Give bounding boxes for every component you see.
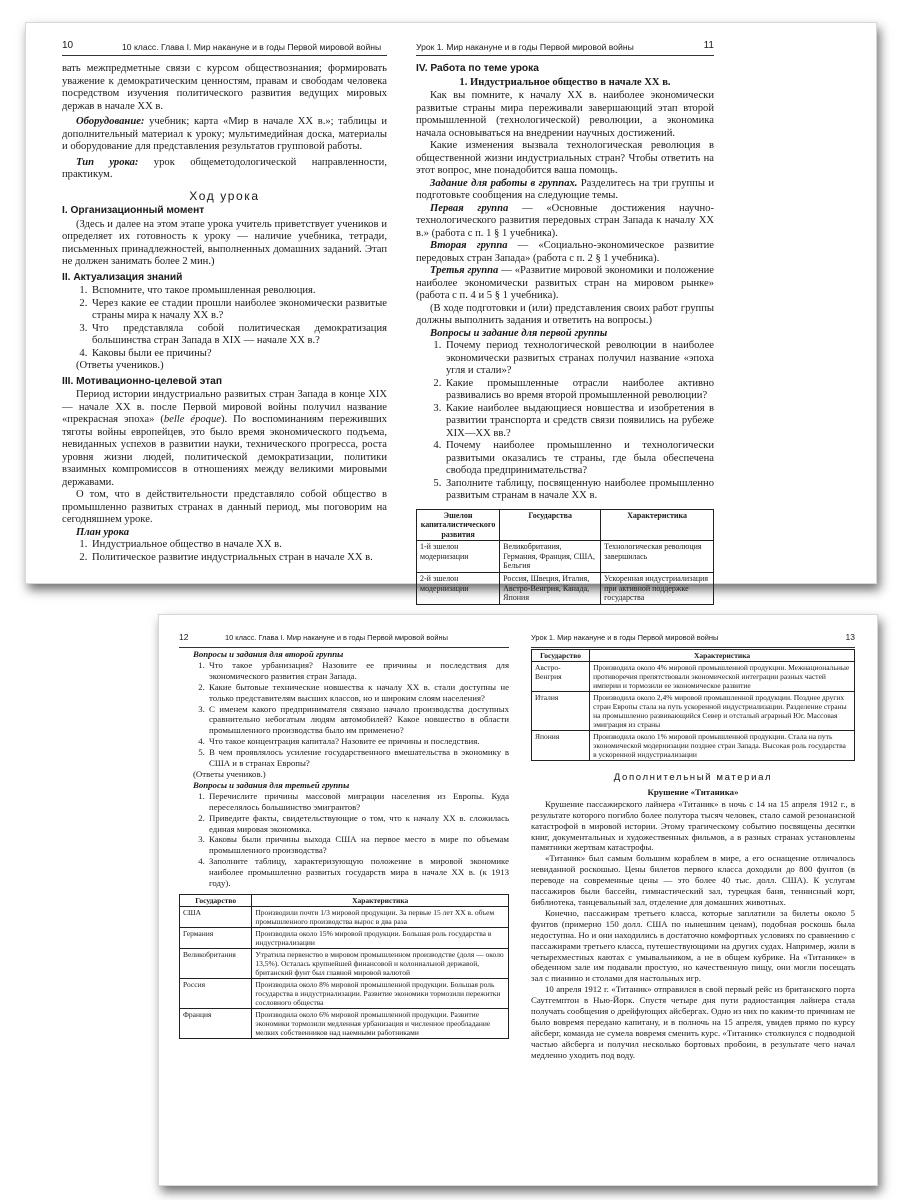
table-header-row xyxy=(417,509,714,541)
list-item: 1. Что такое урбанизация? Назовите ее причины и последствия для экономического развития стран Запада. xyxy=(207,660,509,682)
list-item: 2. Через какие ее стадии прошли наиболее экономически развитые страны мира к началу XX в.? xyxy=(90,298,387,323)
list-item: 4. Каковы были ее причины? xyxy=(90,348,387,361)
paragraph: Какие изменения вызвала технологическая революция в общественной жизни индустриальных стран? Чтобы ответить на этот вопрос, мне понадобится ваша помощь. xyxy=(416,140,714,176)
stage-heading: I. Организационный момент xyxy=(62,205,205,216)
article-title: Крушение «Титаника» xyxy=(647,786,739,797)
page-body xyxy=(416,63,714,605)
page-number: 12 xyxy=(179,632,189,642)
page-13 xyxy=(531,615,855,1185)
list-item: 1. Индустриальное общество в начале XX в. xyxy=(90,539,387,552)
page-number: 10 xyxy=(62,40,74,51)
running-header xyxy=(531,631,855,648)
table-row xyxy=(180,927,509,948)
table-row xyxy=(180,906,509,927)
group-paragraph xyxy=(416,265,714,303)
list-item: 3. Что представляла собой политическая демократизация большинства стран Запада в XIX — начале XX в.? xyxy=(90,323,387,348)
group-label: Первая группа xyxy=(430,202,509,214)
table-header-row xyxy=(532,650,855,662)
stage-heading: IV. Работа по теме урока xyxy=(416,63,539,74)
table-cell: Япония xyxy=(532,731,590,761)
lesson-type-paragraph xyxy=(62,157,387,182)
group-text: — «Развитие мировой экономики и положение наиболее экономически развитых стран на мировом рынке» (работа с п. 4 и 5 § 1 учебника). xyxy=(416,265,714,301)
table-row xyxy=(180,948,509,978)
group-label: Третья группа xyxy=(430,265,499,276)
column-header: Характеристика xyxy=(252,894,509,906)
countries-table-continued xyxy=(531,649,855,761)
table-row xyxy=(532,662,855,692)
questions-label: Вопросы и задания для третьей группы xyxy=(193,779,350,790)
header-title: 10 класс. Глава I. Мир накануне и в годы Первой мировой войны xyxy=(225,633,448,642)
question-list xyxy=(62,285,387,360)
equipment-label: Оборудование: xyxy=(76,116,145,127)
table-cell: Германия xyxy=(180,927,252,948)
plan-label: План урока xyxy=(76,526,130,538)
table-row xyxy=(417,541,714,573)
column-header: Государства xyxy=(500,509,601,541)
list-item: 2. Какие бытовые технические новшества к началу XX в. стали доступны не только представителям высших классов, но и широким слоям населения? xyxy=(207,682,509,704)
group-paragraph xyxy=(416,203,714,241)
countries-table xyxy=(179,894,509,1039)
running-header xyxy=(179,631,509,648)
stage-heading: II. Актуализация знаний xyxy=(62,271,183,283)
paragraph xyxy=(62,389,387,489)
paragraph: «Титаник» был самым большим кораблем в мире, а его оснащение отличалось невиданной роскошью. Цены билетов первого класса доходили до 800 фунтов (в переводе на современные цены — это более 40 тыс. долл. США). К услугам пассажиров были бассейн, гимнастический зал, турецкая баня, теннисный корт, библиотека, танцевальный зал, отделение для домашних животных. xyxy=(531,853,855,907)
task-label: Задание для работы в группах. xyxy=(430,177,578,189)
list-item: 4. Заполните таблицу, характеризующую положение в мировой экономике наиболее промышленно развитых государств мира в начале XX в. (к 1913 году). xyxy=(207,856,509,889)
table-cell: Производила около 6% мировой промышленной продукции. Развитие экономики тормозили медленная урбанизация и численное преобладание мелких собственников над наемными работниками xyxy=(252,1008,509,1038)
table-cell: Великобритания, Германия, Франция, США, Бельгия xyxy=(500,541,601,573)
page-number: 11 xyxy=(703,40,714,51)
table-cell: Производила около 1% мировой промышленной продукции. Стала на путь экономической модернизации позднее стран Запада. Высокая роль государства в ускоренной индустриализации xyxy=(590,731,855,761)
table-cell: 1-й эшелон модернизации xyxy=(417,541,500,573)
running-header xyxy=(416,39,714,56)
stage-heading: III. Мотивационно-целевой этап xyxy=(62,375,222,387)
column-header: Эшелон капиталистического развития xyxy=(417,509,500,541)
plan-list xyxy=(62,539,387,564)
table-cell: Утратила первенство в мировом промышленном производстве (доля — около 13,5%). Осталась крупнейшей финансовой и колониальной державой, британский фунт был главной мировой валютой xyxy=(252,948,509,978)
table-cell: Производила около 2,4% мировой промышленной продукции. Позднее других стран Европы стала на путь ускоренной индустриализации. Разделение страны на промышленно развивающийся Север и отсталый аграрный Юг. Массовая эмиграция из страны xyxy=(590,692,855,731)
list-item: 3. Каковы были причины выхода США на первое место в мире по объемам промышленного производства? xyxy=(207,834,509,856)
question-list xyxy=(179,660,509,769)
echelon-table xyxy=(416,509,714,605)
group-text: — «Основные достижения научно-технологического развития передовых стран Запада к началу XX в.» (работа с п. 1 § 1 учебника). xyxy=(416,202,714,239)
page-12 xyxy=(179,615,509,1185)
list-item: 2. Какие промышленные отрасли наиболее активно развивались во время второй промышленной революции? xyxy=(444,378,714,403)
list-item: 3. С именем какого предпринимателя связано начало производства доступных сравнительно небогатым людям автомобилей? Какое новшество в области промышленного производства было им применено? xyxy=(207,704,509,737)
questions-label: Вопросы и задание для первой группы xyxy=(430,327,608,339)
page-body xyxy=(531,649,855,1061)
running-header xyxy=(62,39,387,56)
paragraph: 10 апреля 1912 г. «Титаник» отправился в свой первый рейс из британского порта Саутгемптон в Нью-Йорк. Спустя четыре дня пути радиостанция лайнера стала получать сообщения о дрейфующих айсбергах. Одно из них по каким-то причинам не было вовремя передано капитану, и в полночь на 15 апреля, увидев прямо по курсу айсберг, команда не сумела вовремя сменить курс. «Титаник» столкнулся с подводной частью айсберга и получил несколько бортовых пробоин, в результате чего начал медленно уходить под воду. xyxy=(531,984,855,1060)
column-header: Характеристика xyxy=(601,509,714,541)
list-item: 5. В чем проявлялось усиление государственного вмешательства в экономику в США и в странах Европы? xyxy=(207,747,509,769)
lesson-type-text: урок общеметодологической направленности, практикум. xyxy=(62,156,387,180)
table-cell: Россия, Швеция, Италия, Австро-Венгрия, Канада, Япония xyxy=(500,573,601,605)
text-run: ). По воспоминаниям переживших тяготы войны европейцев, это было время экономического подъема, невиданных успехов в развитии науки, технического прогресса, роста уровня жизни людей, политической демократизации, политики взаимных компромиссов в отношениях между великими мировыми державами. xyxy=(62,414,388,488)
list-item: 2. Политическое развитие индустриальных стран в начале XX в. xyxy=(90,552,387,565)
table-row xyxy=(180,1008,509,1038)
list-item: 4. Что такое концентрация капитала? Назовите ее причины и последствия. xyxy=(207,736,509,747)
table-cell: Производили почти 1/3 мировой продукции. За первые 15 лет XX в. объем промышленного производства вырос в два раза xyxy=(252,906,509,927)
task-paragraph xyxy=(416,178,714,203)
table-row xyxy=(532,692,855,731)
page-10 xyxy=(62,23,387,583)
header-title: 10 класс. Глава I. Мир накануне и в годы Первой мировой войны xyxy=(122,42,382,52)
equipment-text: учебник; карта «Мир в начале XX в.»; таблицы и дополнительный материал к уроку; мультимедийная доска, материалы и оборудование для представления результатов групповой работы. xyxy=(62,116,387,152)
group-text: — «Социально-экономическое развитие передовых стран Запада» (работа с п. 2 § 1 учебника). xyxy=(416,240,714,264)
paragraph: О том, что в действительности представляло собой общество в промышленно развитых странах в данный период, мы поговорим на сегодняшнем уроке. xyxy=(62,489,387,525)
header-title: Урок 1. Мир накануне и в годы Первой мировой войны xyxy=(531,633,719,642)
paragraph: Как вы помните, к началу XX в. наиболее экономически развитые страны мира переживали завершающий этап второй промышленной (технологической) революции, а экономика начала основываться на внедрении научных достижений. xyxy=(416,90,714,139)
italic-term: belle époque xyxy=(163,414,221,425)
list-item: 1. Вспомните, что такое промышленная революция. xyxy=(90,285,387,298)
equipment-paragraph xyxy=(62,116,387,154)
paragraph: (Здесь и далее на этом этапе урока учитель приветствует учеников и определяет их готовность к уроку — наличие учебника, тетради, письменных принадлежностей, выполненных домашних заданий. Этап не должен занимать более 2 мин.) xyxy=(62,218,387,267)
table-row xyxy=(180,978,509,1008)
section-title: Ход урока xyxy=(189,188,260,203)
table-cell: Австро-Венгрия xyxy=(532,662,590,692)
paragraph: вать межпредметные связи с курсом обществознания; формировать уважение к демократическим ценностям, правам и свободам человека посредством изучения политического развития ведущих мировых держав в начале XX в. xyxy=(62,63,387,112)
list-item: 4. Почему наиболее промышленно и технологически развитыми оказались те страны, где была обеспечена свобода предпринимательства? xyxy=(444,440,714,478)
paragraph: Крушение пассажирского лайнера «Титаник» в ночь с 14 на 15 апреля 1912 г., в результате которого погибло более полутора тысяч человек, стало самой резонансной катастрофой в мировой истории. Этому трагическому событию посвящены десятки книг, документальных и художественных фильмов, а в разных странах установлены памятники жертвам катастрофы. xyxy=(531,798,855,853)
paragraph: (В ходе подготовки и (или) представления своих работ группы должны выполнить задания и ответить на вопросы.) xyxy=(416,302,714,326)
table-cell: Франция xyxy=(180,1008,252,1038)
page-body xyxy=(179,649,509,1039)
paragraph: (Ответы учеников.) xyxy=(76,360,164,371)
table-cell: Технологическая революция завершилась xyxy=(601,541,714,573)
questions-label: Вопросы и задания для второй группы xyxy=(193,649,344,659)
column-header: Государство xyxy=(532,650,590,662)
question-list xyxy=(416,340,714,503)
table-cell: Производила около 15% мировой продукции. Большая роль государства в индустриализации xyxy=(252,927,509,948)
page-11 xyxy=(416,23,714,603)
paragraph: Конечно, пассажирам третьего класса, которые заплатили за билеты около 5 фунтов (примерно 150 долл. США по нынешним ценам), подобная роскошь была недоступна. Но и они находились в достаточно комфортных условиях по сравнению с пассажирами третьего класса, путешествующими на других судах. Например, жили в четырехместных каютах с умывальником, а не в общем кубрике. На «Титанике» в обеденном зале им подавали простую, но качественную пищу, они могли посещать зал с пианино и столами для настольных игр. xyxy=(531,907,855,984)
table-cell: США xyxy=(180,906,252,927)
list-item: 2. Приведите факты, свидетельствующие о том, что к началу XX в. сложилась единая мировая экономика. xyxy=(207,813,509,835)
table-cell: Производила около 4% мировой промышленной продукции. Межнациональные противоречия препятствовали экономической интеграции разных частей империи и тормозили ее экономическое развитие xyxy=(590,662,855,692)
table-header-row xyxy=(180,894,509,906)
page-body xyxy=(62,63,387,564)
table-cell: 2-й эшелон модернизации xyxy=(417,573,500,605)
list-item: 1. Почему период технологической революции в наиболее экономически развитых странах получил название «эпоха угля и стали»? xyxy=(444,340,714,378)
table-cell: Ускоренная индустриализация при активной поддержке государства xyxy=(601,573,714,605)
task-text: Разделитесь на три группы и подготовьте сообщения на следующие темы. xyxy=(416,177,714,201)
subtopic-heading: 1. Индустриальное общество в начале XX в. xyxy=(459,76,671,88)
group-paragraph xyxy=(416,240,714,265)
spread-pages-12-13 xyxy=(158,614,878,1186)
spread-pages-10-11 xyxy=(25,22,877,603)
question-list xyxy=(179,791,509,889)
lesson-type-label: Тип урока: xyxy=(76,156,139,168)
table-cell: Россия xyxy=(180,978,252,1008)
section-title: Дополнительный материал xyxy=(613,772,773,783)
list-item: 1. Перечислите причины массовой миграции населения из Европы. Куда переселялось большинство эмигрантов? xyxy=(207,791,509,813)
list-item: 5. Заполните таблицу, посвященную наиболее промышленно развитым странам в начале XX в. xyxy=(444,478,714,503)
table-cell: Производила около 8% мировой промышленной продукции. Большая роль государства в индустриализации. Развитие экономики тормозили пережитки сословного общества xyxy=(252,978,509,1008)
table-row xyxy=(417,573,714,605)
table-cell: Италия xyxy=(532,692,590,731)
list-item: 3. Какие наиболее выдающиеся новшества и изобретения в развитии транспорта и средств связи появились на рубеже XIX—XX вв.? xyxy=(444,403,714,441)
group-label: Вторая группа xyxy=(430,240,508,251)
text-run: Период истории индустриально развитых стран Запада в конце XIX — начале XX в. после Первой мировой войны получил название «прекрасная эпоха» ( xyxy=(62,389,387,425)
table-cell: Великобритания xyxy=(180,948,252,978)
header-title: Урок 1. Мир накануне и в годы Первой мировой войны xyxy=(416,42,634,52)
paragraph: (Ответы учеников.) xyxy=(193,768,266,779)
page-number: 13 xyxy=(845,632,855,642)
table-row xyxy=(532,731,855,761)
column-header: Государство xyxy=(180,894,252,906)
column-header: Характеристика xyxy=(590,650,855,662)
